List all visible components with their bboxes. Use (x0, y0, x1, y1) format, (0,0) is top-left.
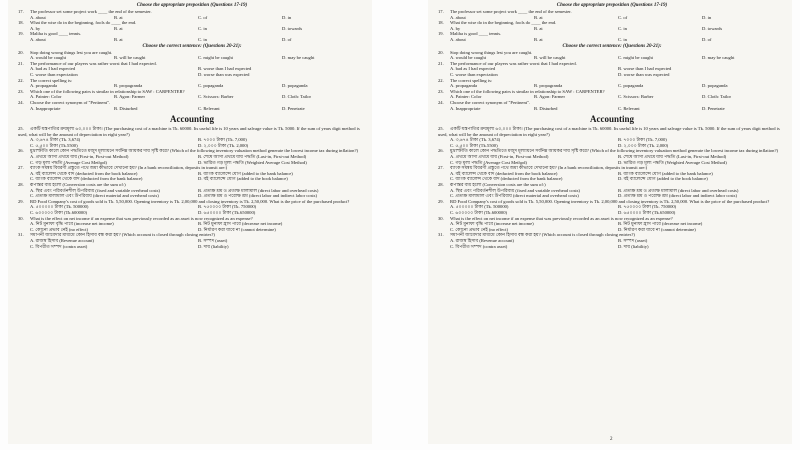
section-heading-preposition: Choose the appropriate preposition (Questions 17-19) (556, 3, 668, 8)
answer-option: A. bad as I had expected (450, 66, 496, 72)
answer-option: B. প্রত্যক্ষ শ্রম ও প্রত্যক্ষ মালামাল (direct labor and overhead costs) (618, 187, 739, 193)
q-block (438, 165, 786, 182)
question-stem: The professor set some project work ____ the end of the semester. (450, 9, 572, 14)
accounting-heading: Accounting (589, 114, 634, 125)
answer-option: D. ৬৫০০০০ টাকা (Tk.650000) (618, 210, 676, 215)
question-stem: রূপান্তর ব্যয় হলো (Conversion costs are the sum of:) (450, 182, 546, 188)
question-stem: Choose the correct synonym of "Pertinent". (450, 99, 531, 105)
answer-options (18, 154, 366, 165)
answer-option: A. প্রথমে আসা প্রথমে যায় (First-in, First-out Method) (30, 154, 129, 160)
question-text (18, 126, 366, 137)
answer-option: D. প্রত্যক্ষ শ্রম ও পরোক্ষ শ্রম (direct labor and indirect labor costs) (198, 193, 317, 199)
q-block (438, 61, 786, 78)
answer-option: B. Disturbed (114, 105, 138, 111)
answer-option: C. in (198, 25, 207, 31)
question-number: 24. (18, 99, 24, 105)
answer-option: D. popaganda (702, 83, 728, 89)
answer-options (18, 106, 366, 112)
q-block (18, 31, 366, 42)
q-block (18, 100, 366, 111)
q-block (18, 61, 366, 78)
question-stem: রূপান্তর ব্যয় হলো (Conversion costs are the sum of:) (30, 182, 126, 188)
question-stem: ব্যাংক সমন্বয় বিবরণী প্রস্তুতে পথে জমা কীভাবে দেখানো হয়? (In a bank reconciliation, deposits in transit are:) (450, 165, 648, 171)
answer-option: C. ব্যাংক ব্যালেন্স থেকে বাদ (deducted from the bank balance) (30, 176, 143, 182)
question-stem: ব্যাংক সমন্বয় বিবরণী প্রস্তুতে পথে জমা কীভাবে দেখানো হয়? (In a bank reconciliation, deposits in transit are:) (30, 165, 228, 171)
answer-option: C. প্রত্যক্ষ মালামাল এবং উপরিব্যয় (direct material and overhead costs) (450, 193, 579, 199)
exam-page-left (8, 0, 372, 444)
question-number: 25. (438, 126, 444, 132)
answer-option: D. of (702, 36, 712, 42)
question-stem: Which one of the following pairs is similar in relationship to SAW : CARPENTER? (30, 88, 185, 94)
answer-options (438, 106, 786, 112)
answer-option: B. ৭৫০০০০ টাকা (Tk. 750000) (618, 204, 677, 210)
answer-option: D. বই ব্যালেন্সে যোগ (added to the book balance) (198, 176, 288, 182)
answer-option: A. about (450, 14, 466, 20)
q-block (18, 148, 366, 165)
q-block (18, 89, 366, 100)
q-block (18, 20, 366, 31)
answer-option: C. কোনো প্রভাব নেই (no effect) (450, 226, 509, 232)
answer-option: A. বই ব্যালেন্স থেকে বাদ (deducted from the book balance) (30, 170, 138, 176)
answer-option: C. গড় মূল্য পদ্ধতি (Average Cost Method) (450, 159, 527, 165)
answer-option: B. নিট মুনাফা হ্রাস পাবে (decrease net income) (618, 221, 703, 227)
answer-option: B. worse than I had expected (618, 66, 672, 72)
q-block (18, 165, 366, 182)
answer-option: A. about (30, 14, 46, 20)
question-stem: সমাপনী জাবেদার মাধ্যমে কোন হিসাব বন্ধ করা হয়? (Which account is closed through closing entries?) (450, 232, 635, 238)
answer-option: C. worse than expectation (450, 71, 498, 77)
answer-option: C. প্রত্যক্ষ মালামাল এবং উপরিব্যয় (direct material and overhead costs) (30, 193, 159, 199)
answer-option: C. Relevant (618, 105, 640, 111)
question-number: 23. (18, 88, 24, 94)
answer-options (438, 238, 786, 249)
answer-option: C. Relevant (198, 105, 220, 111)
answer-option: B. সম্পদ (asset) (198, 237, 228, 243)
q-block (438, 9, 786, 20)
answer-option: C. ব্যাংক ব্যালেন্স থেকে বাদ (deducted from the bank balance) (450, 176, 563, 182)
answer-option: D. প্রত্যক্ষ শ্রম ও পরোক্ষ শ্রম (direct labor and indirect labor costs) (618, 193, 737, 199)
answer-option: B. at (534, 36, 543, 42)
exam-page-right (428, 0, 792, 444)
answer-option: A. রাজস্ব হিসাব (Revenue account) (450, 237, 514, 243)
answer-option: D. Penetrate (702, 105, 725, 111)
answer-option: D. in (282, 14, 292, 20)
answer-option: B. Agon: Farmer (534, 94, 566, 100)
answer-option: C. Scissors: Barber (618, 94, 654, 100)
answer-options (438, 171, 786, 182)
q-block (438, 232, 786, 249)
question-number: 29. (438, 198, 444, 204)
question-stem: The performance of our players was rather worst that I had expected. (30, 60, 157, 66)
answer-option: C. ৬০০০০০ টাকা (Tk.600000) (30, 210, 88, 215)
section-heading-correct-sentence: Choose the correct sentence: (Questions 20-21): (562, 43, 662, 49)
answer-option: D. দায় (liability) (618, 243, 649, 249)
answer-option: A. about (30, 36, 46, 42)
question-stem: Stop doing wrong things lest you are caught. (30, 49, 113, 55)
q-block (18, 199, 366, 216)
answer-option: C. of (198, 14, 208, 20)
answer-option: A. would be caught (30, 55, 66, 61)
question-number: 23. (438, 88, 444, 94)
answer-option: A. propaganda (450, 83, 478, 89)
answer-option: C. might be caught (618, 55, 653, 61)
answer-option: B. at (114, 25, 123, 31)
answer-option: B. ৭০০০ টাকা (Tk. 7,000) (198, 137, 247, 143)
question-stem: RD Food Company's cost of goods sold is Tk. 5,50,000. Opening inventory is Tk. 2,00,000 and closing inventory is Tk. 2,50,000. What is the price of the purchased product? (450, 198, 770, 204)
answer-option: A. নিট মুনাফা বৃদ্ধি পাবে (increase net income) (30, 221, 114, 227)
question-number: 27. (438, 165, 444, 171)
answer-options (18, 204, 366, 215)
question-number: 26. (18, 148, 24, 154)
answer-option: D. worse than was expected (618, 71, 670, 77)
answer-option: D. নির্ধারণ করা যাবে না (cannot determine) (198, 226, 276, 232)
answer-option: B. সম্পদ (asset) (618, 237, 648, 243)
question-number: 30. (18, 215, 24, 221)
answer-option: B. will be caught (114, 55, 146, 61)
answer-options (438, 66, 786, 77)
answer-option: D. Penetrate (282, 105, 305, 111)
question-stem: What is the effect on net income if an expense that was previously recorded as an asset is now recognized as an expense? (450, 215, 673, 221)
answer-option: D. towards (282, 25, 303, 31)
answer-option: B. worse than I had expected (198, 66, 252, 72)
answer-option: D. towards (702, 25, 723, 31)
answer-options (18, 137, 366, 148)
answer-option: C. Scissors: Barber (198, 94, 234, 100)
question-number: 28. (438, 182, 444, 188)
answer-option: C. বিপরীত সম্পদ (contra asset) (450, 243, 508, 249)
q-block (18, 50, 366, 61)
answer-option: C. popaganda (618, 83, 644, 89)
question-stem: Maliha is good ____ tennis. (450, 31, 502, 37)
answer-option: B. প্রত্যক্ষ শ্রম ও প্রত্যক্ষ মালামাল (direct labor and overhead costs) (198, 187, 319, 193)
answer-option: C. বিপরীত সম্পদ (contra asset) (30, 243, 88, 249)
answer-option: C. ৫,৫০০ টাকা (Tk.5500) (30, 142, 78, 148)
answer-option: D. Cloth: Tailor (702, 94, 732, 100)
answer-option: B. ৭৫০০০০ টাকা (Tk. 750000) (198, 204, 257, 210)
question-number: 26. (438, 148, 444, 154)
answer-options (18, 188, 366, 199)
answer-option: A. ৩,৬৭৪ টাকা (Tk. 3,674) (450, 137, 501, 143)
answer-option: C. in (618, 25, 627, 31)
answer-options (438, 137, 786, 148)
answer-option: B. at (534, 14, 543, 20)
question-number: 21. (18, 60, 24, 66)
answer-option: B. propagranda (534, 83, 563, 89)
question-number: 30. (438, 215, 444, 221)
answer-option: B. নিট মুনাফা হ্রাস পাবে (decrease net income) (198, 221, 283, 227)
answer-option: A. propaganda (30, 83, 58, 89)
answer-option: C. ৬০০০০০ টাকা (Tk.600000) (450, 210, 508, 215)
q-block (438, 199, 786, 216)
q-block (438, 20, 786, 31)
answer-option: C. in (198, 36, 207, 42)
answer-option: C. ৫,৫০০ টাকা (Tk.5500) (450, 142, 498, 148)
answer-option: D. ২,০০০ টাকা (Tk. 2,000) (198, 142, 249, 148)
answer-option: C. worse than expectation (30, 71, 78, 77)
answer-option: D. দায় (liability) (198, 243, 229, 249)
answer-options (18, 238, 366, 249)
answer-option: B. শেষে আসা প্রথমে যায় পদ্ধতি (Last-in, First-out Method) (618, 154, 727, 160)
question-stem: The performance of our players was rather worst that I had expected. (450, 60, 577, 66)
question-stem: সমাপনী জাবেদার মাধ্যমে কোন হিসাব বন্ধ করা হয়? (Which account is closed through closing entries?) (30, 232, 215, 238)
question-number: 29. (18, 198, 24, 204)
q-block (438, 31, 786, 42)
answer-option: A. প্রথমে আসা প্রথমে যায় (First-in, First-out Method) (450, 154, 549, 160)
answer-option: A. bad as I had expected (30, 66, 76, 72)
question-stem: মুদ্রাস্ফীতি কালে কোন পদ্ধতিতে মজুদ মূল্যায়নে সর্বনিম্ন আয়কর দায় সৃষ্টি করে? (Which of the following inventory valuation method generate the lowest income tax during inflation?) (450, 148, 779, 154)
question-number: 19. (18, 31, 24, 37)
question-number: 22. (438, 77, 444, 83)
question-number: 18. (438, 20, 444, 26)
answer-option: C. might be caught (198, 55, 233, 61)
answer-option: D. may be caught (282, 55, 315, 61)
q-block (438, 126, 786, 148)
answer-option: C. গড় মূল্য পদ্ধতি (Average Cost Method) (30, 159, 107, 165)
question-stem: The correct spelling is: (450, 77, 493, 83)
answer-option: B. at (114, 36, 123, 42)
question-number: 31. (438, 232, 444, 238)
q-block (438, 50, 786, 61)
question-number: 20. (438, 49, 444, 55)
question-number: 27. (18, 165, 24, 171)
question-number: 18. (18, 20, 24, 26)
answer-option: A. ৫০০০০০ টাকা (Tk. 500000) (450, 204, 509, 210)
answer-option: C. in (618, 36, 627, 42)
answer-option: C. popaganda (198, 83, 224, 89)
answer-option: A. ৩,৬৭৪ টাকা (Tk. 3,674) (30, 137, 81, 143)
question-stem: মুদ্রাস্ফীতি কালে কোন পদ্ধতিতে মজুদ মূল্যায়নে সর্বনিম্ন আয়কর দায় সৃষ্টি করে? (Which of the following inventory valuation method generate the lowest income tax during inflation?) (30, 148, 359, 154)
answer-option: D. ভারিত গড় মূল্য পদ্ধতি (Weighted Average Cost Method) (198, 159, 307, 165)
question-stem: What the wise do in the beginning, fools do ____ the end. (30, 20, 137, 26)
question-stem: The professor set some project work ____ the end of the semester. (30, 9, 152, 14)
answer-option: A. by (450, 25, 461, 31)
answer-option: A. নিট মুনাফা বৃদ্ধি পাবে (increase net income) (450, 221, 534, 227)
answer-option: B. will be caught (534, 55, 566, 61)
q-block (18, 9, 366, 20)
question-number: 17. (438, 9, 444, 14)
answer-option: D. of (282, 36, 292, 42)
answer-option: A. would be caught (450, 55, 486, 61)
question-number: 21. (438, 60, 444, 66)
q-block (18, 182, 366, 199)
answer-option: A. about (450, 36, 466, 42)
answer-option: A. Painter: Color (450, 94, 482, 100)
answer-option: A. রাজস্ব হিসাব (Revenue account) (30, 237, 94, 243)
answer-options (18, 171, 366, 182)
question-number: 28. (18, 182, 24, 188)
question-number: 22. (18, 77, 24, 83)
answer-options (438, 221, 786, 232)
answer-option: D. Cloth: Tailor (282, 94, 312, 100)
answer-options (438, 188, 786, 199)
question-number: 25. (18, 126, 24, 132)
section-heading-correct-sentence: Choose the correct sentence: (Questions 20-21): (142, 43, 242, 49)
answer-option: D. ৬৫০০০০ টাকা (Tk.650000) (198, 210, 256, 215)
question-stem: What the wise do in the beginning, fools do ____ the end. (450, 20, 557, 26)
answer-option: D. বই ব্যালেন্সে যোগ (added to the book balance) (618, 176, 708, 182)
q-block (438, 148, 786, 165)
q-block (438, 89, 786, 100)
answer-option: B. ব্যাংক ব্যালেন্সে যোগ (added to the bank balance) (618, 170, 713, 176)
answer-option: D. নির্ধারণ করা যাবে না (cannot determine) (618, 226, 696, 232)
question-stem: Which one of the following pairs is similar in relationship to SAW : CARPENTER? (450, 88, 605, 94)
question-number: 31. (18, 232, 24, 238)
answer-option: A. Inappropriate (450, 105, 481, 111)
page-number: 2 (610, 437, 613, 442)
q-block (438, 78, 786, 89)
question-stem: What is the effect on net income if an expense that was previously recorded as an asset is now recognized as an expense? (30, 215, 253, 221)
answer-option: B. ব্যাংক ব্যালেন্সে যোগ (added to the bank balance) (198, 170, 293, 176)
question-stem: RD Food Company's cost of goods sold is Tk. 5,50,000. Opening inventory is Tk. 2,00,000 and closing inventory is Tk. 2,50,000. What is the price of the purchased product? (30, 198, 350, 204)
question-stem: Stop doing wrong things lest you are caught. (450, 49, 533, 55)
answer-option: A. স্থির এবং পরিবর্তনশীল উপরিব্যয় (fixed and variable overhead costs) (450, 187, 580, 193)
answer-option: A. Inappropriate (30, 105, 61, 111)
q-block (18, 232, 366, 249)
answer-options (438, 154, 786, 165)
q-block (18, 216, 366, 233)
question-stem: The correct spelling is: (30, 77, 73, 83)
answer-option: B. ৭০০০ টাকা (Tk. 7,000) (618, 137, 667, 143)
question-number: 17. (18, 9, 24, 14)
answer-options (438, 204, 786, 215)
answer-option: B. at (114, 14, 123, 20)
question-text (438, 126, 786, 137)
answer-option: A. by (30, 25, 41, 31)
answer-options (18, 66, 366, 77)
answer-option: B. Disturbed (534, 105, 558, 111)
question-stem: Choose the correct synonym of "Pertinent". (30, 99, 111, 105)
q-block (438, 182, 786, 199)
answer-option: B. শেষে আসা প্রথমে যায় পদ্ধতি (Last-in, First-out Method) (198, 154, 307, 160)
answer-option: D. popaganda (282, 83, 308, 89)
answer-options (18, 37, 366, 43)
question-stem: Maliha is good ____ tennis. (30, 31, 82, 37)
question-number: 24. (438, 99, 444, 105)
accounting-heading: Accounting (169, 114, 214, 125)
q-block (438, 100, 786, 111)
answer-option: A. Painter: Color (30, 94, 62, 100)
answer-option: B. Agon: Farmer (114, 94, 146, 100)
answer-option: D. ২,০০০ টাকা (Tk. 2,000) (618, 142, 669, 148)
answer-options (18, 221, 366, 232)
section-heading-preposition: Choose the appropriate preposition (Questions 17-19) (136, 3, 248, 8)
answer-option: B. at (534, 25, 543, 31)
answer-option: C. কোনো প্রভাব নেই (no effect) (30, 226, 89, 232)
question-number: 19. (438, 31, 444, 37)
question-stem: একটি যন্ত্রপাতির ক্রয়মূল্য ৬০,০০০ টাকা। (The purchasing cost of a machine is Tk. 60000. Its useful life is 10 years and salvage value is Tk. 5000. If the sum of years digit method is used, what will be the amount of depreciation in eight year?) (438, 126, 780, 137)
answer-option: D. worse than was expected (198, 71, 250, 77)
q-block (438, 216, 786, 233)
answer-option: D. in (702, 14, 712, 20)
question-number: 20. (18, 49, 24, 55)
answer-option: A. স্থির এবং পরিবর্তনশীল উপরিব্যয় (fixed and variable overhead costs) (30, 187, 160, 193)
answer-option: D. may be caught (702, 55, 735, 61)
question-stem: একটি যন্ত্রপাতির ক্রয়মূল্য ৬০,০০০ টাকা। (The purchasing cost of a machine is Tk. 60000. Its useful life is 10 years and salvage value is Tk. 5000. If the sum of years digit method is used, what will be the amount of depreciation in eight year?) (18, 126, 360, 137)
q-block (18, 78, 366, 89)
q-block (18, 126, 366, 148)
answer-option: B. propagranda (114, 83, 143, 89)
answer-option: A. বই ব্যালেন্স থেকে বাদ (deducted from the book balance) (450, 170, 558, 176)
answer-options (438, 37, 786, 43)
answer-option: C. of (618, 14, 628, 20)
answer-option: D. ভারিত গড় মূল্য পদ্ধতি (Weighted Average Cost Method) (618, 159, 727, 165)
answer-option: A. ৫০০০০০ টাকা (Tk. 500000) (30, 204, 89, 210)
